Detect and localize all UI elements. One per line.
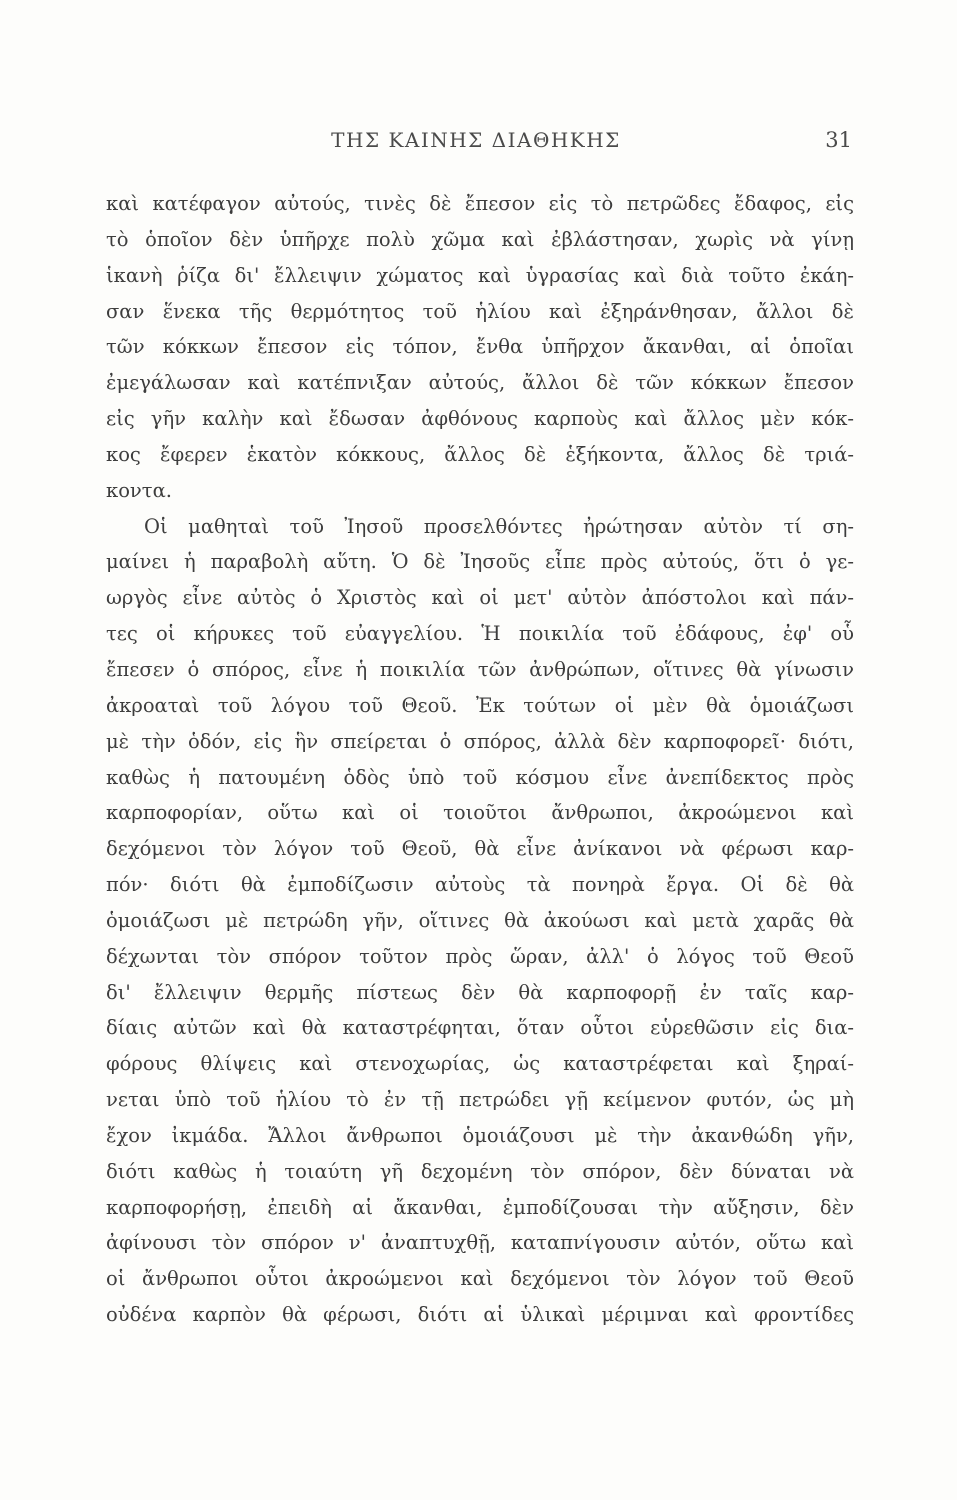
text-line: καθὼς ἡ πατουμένη ὁδὸς ὑπὸ τοῦ κόσμου εἶνε ἀνεπίδεκτος πρὸς — [106, 765, 854, 789]
text-line: καὶ κατέφαγον αὐτούς, τινὲς δὲ ἔπεσον εἰς τὸ πετρῶδες ἔδαφος, εἰς — [106, 192, 854, 215]
text-line: καρποφορίαν, οὕτω καὶ οἱ τοιοῦτοι ἄνθρωποι, ἀκροώμενοι καὶ — [106, 801, 854, 825]
text-line: διότι καθὼς ἡ τοιαύτη γῆ δεχομένη τὸν σπόρον, δὲν δύναται νὰ — [106, 1159, 854, 1183]
text-line: τες οἱ κήρυκες τοῦ εὐαγγελίου. Ἡ ποικιλία τοῦ ἐδάφους, ἐφ' οὗ — [106, 622, 854, 646]
running-head — [100, 128, 852, 168]
text-line: τῶν κόκκων ἔπεσον εἰς τόπον, ἔνθα ὑπῆρχον ἄκανθαι, αἱ ὁποῖαι — [106, 335, 854, 359]
text-line: ωργὸς εἶνε αὐτὸς ὁ Χριστὸς καὶ οἱ μετ' αὐτὸν ἀπόστολοι καὶ πάν- — [106, 586, 854, 610]
text-line: δέχωνται τὸν σπόρον τοῦτον πρὸς ὥραν, ἀλλ' ὁ λόγος τοῦ Θεοῦ — [106, 944, 854, 968]
running-title: ΤΗΣ ΚΑΙΝΗΣ ΔΙΑΘΗΚΗΣ — [331, 128, 621, 152]
text-line: οἱ ἄνθρωποι οὗτοι ἀκροώμενοι καὶ δεχόμενοι τὸν λόγον τοῦ Θεοῦ — [106, 1267, 854, 1291]
body-text — [106, 186, 854, 1333]
text-line: δίαις αὐτῶν καὶ θὰ καταστρέφηται, ὅταν οὗτοι εὑρεθῶσιν εἰς δια- — [106, 1016, 854, 1040]
page-number: 31 — [825, 128, 852, 152]
text-line: μὲ τὴν ὁδόν, εἰς ἣν σπείρεται ὁ σπόρος, ἀλλὰ δὲν καρποφορεῖ· διότι, — [106, 729, 854, 753]
text-line: νεται ὑπὸ τοῦ ἡλίου τὸ ἐν τῇ πετρώδει γῇ κείμενον φυτόν, ὡς μὴ — [106, 1088, 854, 1112]
text-line: πόν· διότι θὰ ἐμποδίζωσιν αὐτοὺς τὰ πονηρὰ ἔργα. Οἱ δὲ θὰ — [106, 873, 854, 897]
text-line: κος ἔφερεν ἑκατὸν κόκκους, ἄλλος δὲ ἑξήκοντα, ἄλλος δὲ τριά- — [106, 442, 854, 466]
text-line: τὸ ὁποῖον δὲν ὑπῆρχε πολὺ χῶμα καὶ ἐβλάστησαν, χωρὶς νὰ γίνῃ — [106, 227, 854, 251]
paragraph-end-line: κοντα. — [106, 478, 172, 502]
text-line: ἀφίνουσι τὸν σπόρον ν' ἀναπτυχθῇ, καταπνίγουσιν αὐτόν, οὕτω καὶ — [106, 1231, 854, 1255]
text-line: ἔχον ἰκμάδα. Ἄλλοι ἄνθρωποι ὁμοιάζουσι μὲ τὴν ἀκανθώδη γῆν, — [106, 1123, 854, 1147]
text-line: δεχόμενοι τὸν λόγον τοῦ Θεοῦ, θὰ εἶνε ἀνίκανοι νὰ φέρωσι καρ- — [106, 837, 854, 861]
text-line: οὐδένα καρπὸν θὰ φέρωσι, διότι αἱ ὑλικαὶ μέριμναι καὶ φροντίδες — [106, 1303, 854, 1327]
text-line: εἰς γῆν καλὴν καὶ ἔδωσαν ἀφθόνους καρποὺς καὶ ἄλλος μὲν κόκ- — [106, 407, 854, 431]
text-line: φόρους θλίψεις καὶ στενοχωρίας, ὡς καταστρέφεται καὶ ξηραί- — [106, 1052, 854, 1076]
text-line: σαν ἕνεκα τῆς θερμότητος τοῦ ἡλίου καὶ ἐξηράνθησαν, ἄλλοι δὲ — [106, 299, 854, 323]
text-line: ὁμοιάζωσι μὲ πετρώδη γῆν, οἵτινες θὰ ἀκούωσι καὶ μετὰ χαρᾶς θὰ — [106, 908, 854, 932]
text-line: μαίνει ἡ παραβολὴ αὕτη. Ὁ δὲ Ἰησοῦς εἶπε πρὸς αὐτούς, ὅτι ὁ γε- — [106, 550, 854, 574]
text-line: ἀκροαταὶ τοῦ λόγου τοῦ Θεοῦ. Ἐκ τούτων οἱ μὲν θὰ ὁμοιάζωσι — [106, 693, 854, 717]
text-line: καρποφορήσῃ, ἐπειδὴ αἱ ἄκανθαι, ἐμποδίζουσαι τὴν αὔξησιν, δὲν — [106, 1195, 854, 1219]
text-line: ἐμεγάλωσαν καὶ κατέπνιξαν αὐτούς, ἄλλοι δὲ τῶν κόκκων ἔπεσον — [106, 371, 854, 395]
text-line: δι' ἔλλειψιν θερμῆς πίστεως δὲν θὰ καρποφορῇ ἐν ταῖς καρ- — [106, 980, 854, 1004]
text-line: ἱκανὴ ῥίζα δι' ἔλλειψιν χώματος καὶ ὑγρασίας καὶ διὰ τοῦτο ἐκάη- — [106, 263, 854, 287]
text-line: ἔπεσεν ὁ σπόρος, εἶνε ἡ ποικιλία τῶν ἀνθρώπων, οἵτινες θὰ γίνωσιν — [106, 657, 854, 681]
paragraph-start-line: Οἱ μαθηταὶ τοῦ Ἰησοῦ προσελθόντες ἠρώτησαν αὐτὸν τί ση- — [144, 514, 854, 538]
